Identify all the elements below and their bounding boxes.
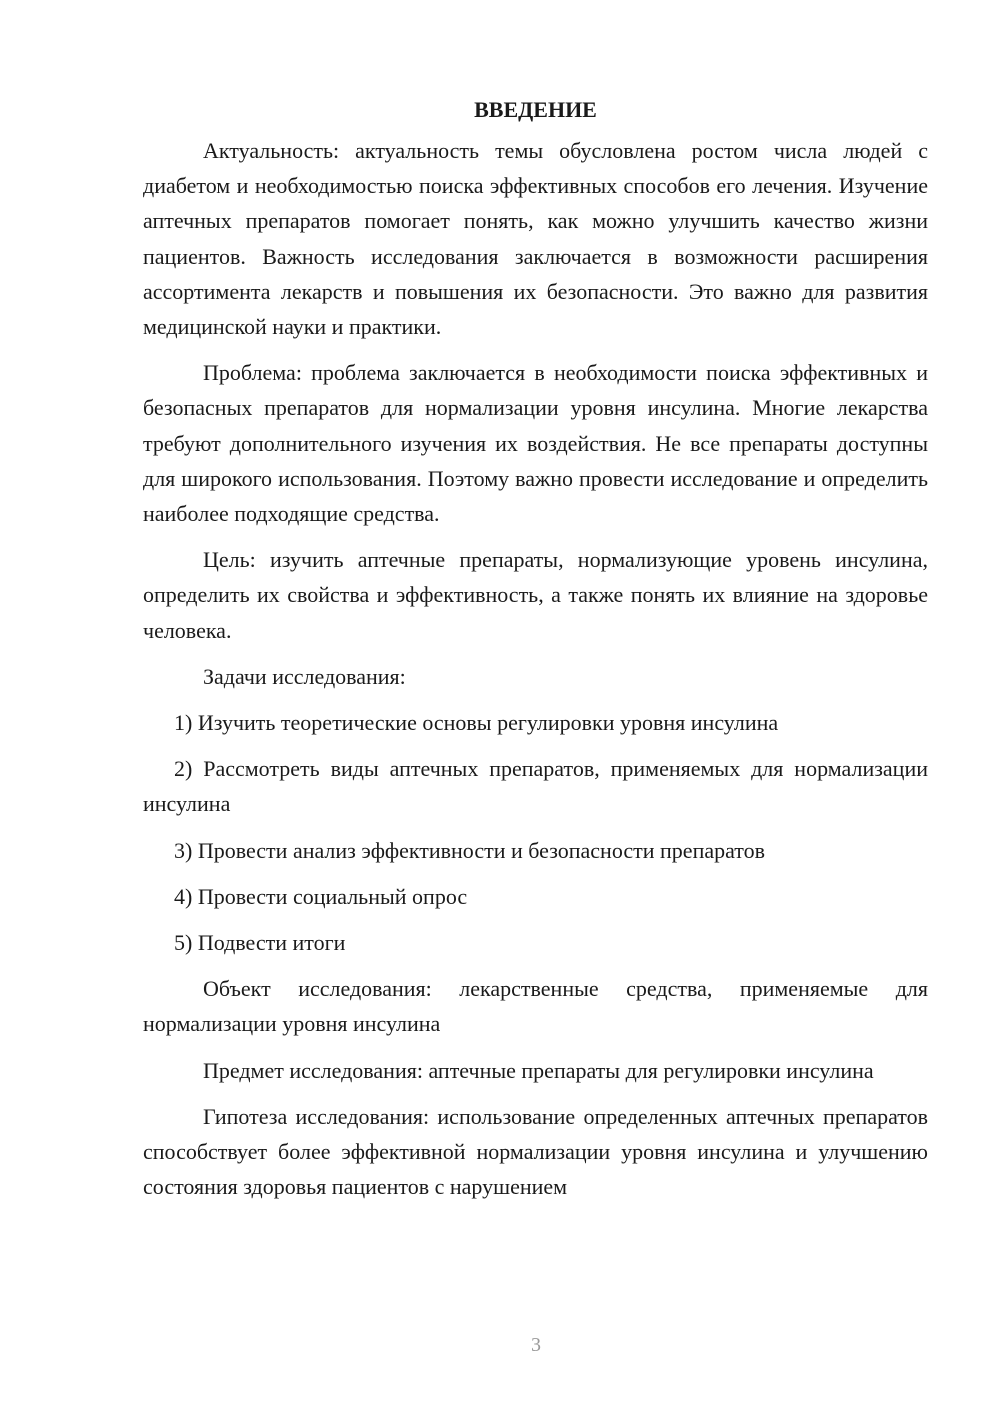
goal-paragraph: Цель: изучить аптечные препараты, нормализующие уровень инсулина, определить их свойства и эффективность, а также понять их влияние на здоровье человека. [143, 547, 928, 643]
task-item-2: 2) Рассмотреть виды аптечных препаратов, применяемых для нормализации инсулина [143, 756, 928, 817]
tasks-heading: Задачи исследования: [203, 663, 406, 689]
object-paragraph: Объект исследования: лекарственные средства, применяемые для нормализации уровня инсулина [143, 976, 928, 1037]
task-item-4: 4) Провести социальный опрос [174, 883, 468, 909]
page-title: ВВЕДЕНИЕ [474, 97, 597, 122]
document-page [143, 92, 928, 1215]
problem-paragraph: Проблема: проблема заключается в необходимости поиска эффективных и безопасных препаратов для нормализации уровня инсулина. Многие лекарства требуют дополнительного изучения их воздействия. Не все препараты доступны для широкого использования. Поэтому важно провести исследование и определить наиболее подходящие средства. [143, 360, 928, 527]
relevance-paragraph: Актуальность: актуальность темы обусловлена ростом числа людей с диабетом и необходимостью поиска эффективных способов его лечения. Изучение аптечных препаратов помогает понять, как можно улучшить качество жизни пациентов. Важность исследования заключается в возможности расширения ассортимента лекарств и повышения их безопасности. Это важно для развития медицинской науки и практики. [143, 138, 928, 340]
task-item-3: 3) Провести анализ эффективности и безопасности препаратов [174, 837, 766, 863]
subject-paragraph: Предмет исследования: аптечные препараты для регулировки инсулина [203, 1057, 874, 1083]
page-number: 3 [531, 1334, 541, 1356]
hypothesis-paragraph: Гипотеза исследования: использование определенных аптечных препаратов способствует более эффективной нормализации уровня инсулина и улучшению состояния здоровья пациентов с нарушением [143, 1103, 928, 1200]
task-item-5: 5) Подвести итоги [174, 930, 346, 956]
task-item-1: 1) Изучить теоретические основы регулировки уровня инсулина [174, 710, 779, 736]
